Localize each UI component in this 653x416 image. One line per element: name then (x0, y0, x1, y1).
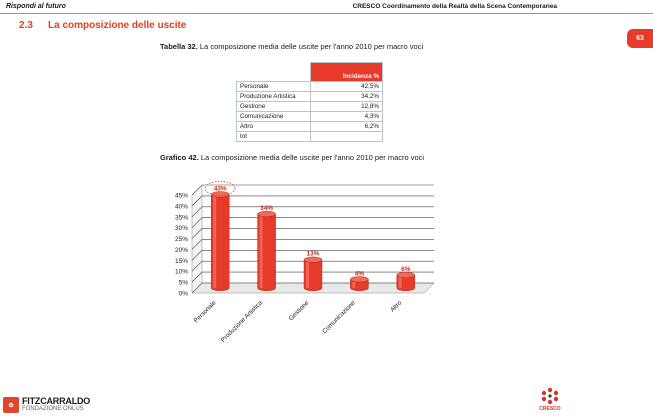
y-tick-label: 25% (174, 236, 188, 244)
cresco-logo (537, 386, 563, 412)
fitzcarraldo-logo-main: FITZCARRALDO (22, 396, 91, 406)
table-row (237, 112, 383, 122)
x-tick-label: Personale (192, 299, 218, 325)
data-label: 4% (354, 270, 365, 278)
table-header-cell: Incidenza % (311, 63, 383, 82)
data-label: 6% (401, 265, 411, 273)
bar-top (258, 211, 276, 217)
data-label: 13% (306, 250, 320, 258)
chart-caption (160, 153, 424, 162)
table-row (237, 102, 383, 112)
table-row (237, 122, 383, 132)
row-label: Gestione (237, 102, 311, 112)
y-tick-label: 10% (174, 268, 188, 276)
page-number: 63 (636, 35, 644, 42)
y-tick-label: 15% (174, 257, 188, 265)
fitzcarraldo-logo (3, 397, 90, 413)
row-label: Personale (237, 82, 311, 92)
row-value: 34,2% (311, 92, 383, 102)
data-label: 43% (213, 185, 227, 193)
bar-top (350, 276, 368, 282)
row-value: 42,5% (311, 82, 383, 92)
x-tick-label: Gestione (287, 299, 311, 323)
row-label: Comunicazione (237, 112, 311, 122)
cresco-logo-text: CRESCO (539, 406, 561, 412)
header-left-text: Rispondi al futuro (6, 3, 66, 10)
row-value: 4,3% (311, 112, 383, 122)
x-tick-label: Comunicazione (321, 299, 357, 336)
y-tick-label: 45% (174, 192, 188, 200)
bar-top (397, 272, 415, 278)
fitzcarraldo-logo-sub: FONDAZIONE ONLUS (22, 406, 84, 412)
y-tick-label: 20% (174, 246, 188, 254)
page-number-tab (627, 29, 653, 48)
section-title: La composizione delle uscite (48, 20, 187, 31)
row-value (311, 132, 383, 142)
bar-highlight (260, 214, 263, 288)
table-header-blank (237, 63, 311, 82)
x-tick-label: Produzione Artistica (219, 299, 265, 344)
table-row (237, 82, 383, 92)
bar-chart (160, 180, 460, 355)
table-caption-text: La composizione media delle uscite per l'anno 2010 per macro voci (199, 42, 424, 51)
y-tick-label: 5% (178, 279, 188, 287)
row-value: 12,8% (311, 102, 383, 112)
row-value: 6,2% (311, 122, 383, 132)
x-tick-label: Altro (389, 299, 404, 314)
table-row (237, 92, 383, 102)
y-tick-label: 0% (178, 290, 188, 298)
y-tick-label: 30% (174, 225, 188, 233)
header-divider (0, 13, 653, 14)
chart-caption-label: Grafico 42. (160, 153, 199, 162)
bar-highlight (306, 260, 309, 288)
incidence-table (236, 62, 383, 142)
y-tick-label: 40% (174, 203, 188, 211)
table-header-row (237, 63, 383, 82)
table-caption (160, 42, 423, 51)
row-label: Produzione Artistica (237, 92, 311, 102)
section-number: 2.3 (19, 20, 33, 31)
table-caption-label: Tabella 32. (160, 42, 198, 51)
y-tick-label: 35% (174, 214, 188, 222)
row-label: tot (237, 132, 311, 142)
bar-highlight (213, 194, 216, 288)
bar-top (304, 257, 322, 263)
row-label: Altro (237, 122, 311, 132)
data-label: 34% (260, 204, 274, 212)
header-right-text: CRESCO Coordinamento della Realtà della Scena Contemporanea (352, 3, 557, 10)
table-row (237, 132, 383, 142)
chart-caption-text: La composizione media delle uscite per l'anno 2010 per macro voci (200, 153, 425, 162)
fitzcarraldo-logo-mark: ✿ (3, 397, 19, 413)
